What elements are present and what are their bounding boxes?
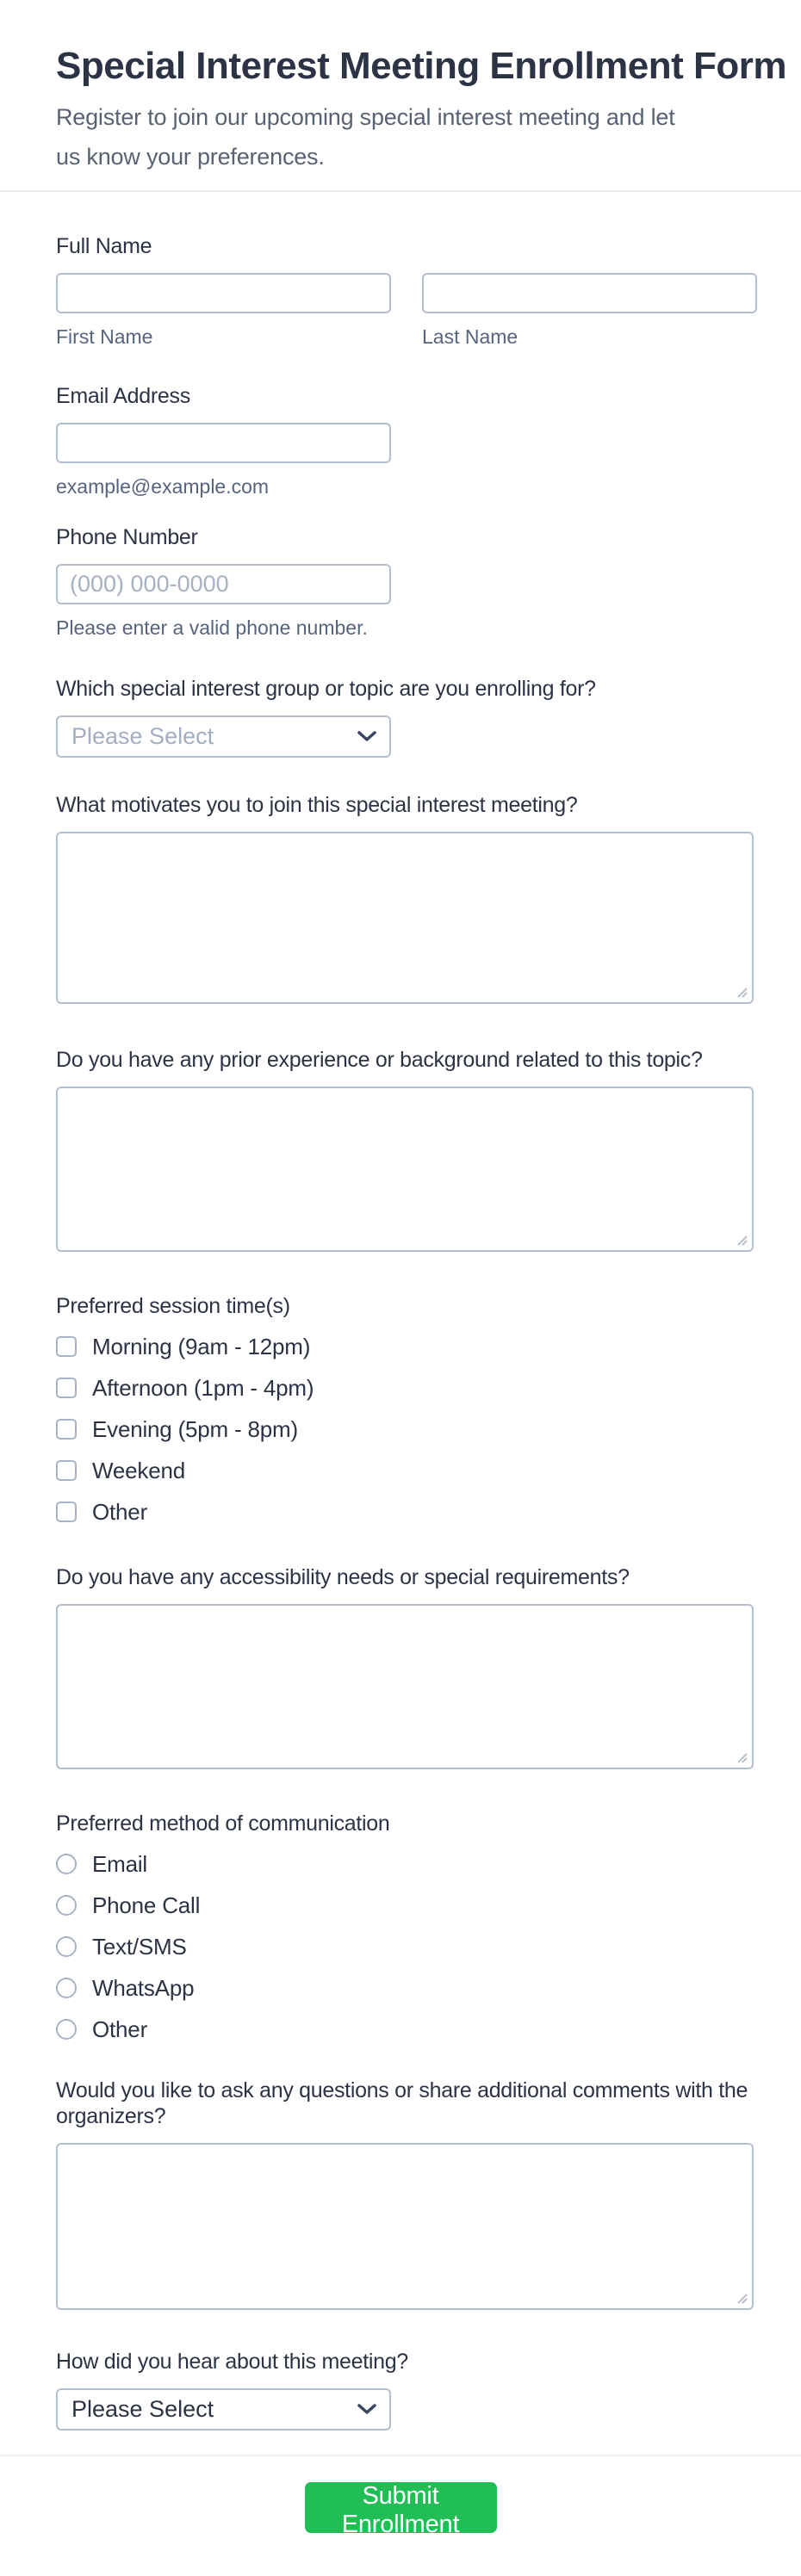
- accessibility-label: Do you have any accessibility needs or special requirements?: [56, 1564, 630, 1589]
- radio-row-text-sms[interactable]: [56, 1933, 754, 1960]
- field-communication: [56, 1811, 754, 2043]
- checkbox-row-afternoon[interactable]: [56, 1374, 754, 1402]
- field-questions: [56, 2078, 754, 2310]
- checkbox-row-morning[interactable]: [56, 1333, 754, 1360]
- evening-checkbox[interactable]: [56, 1419, 77, 1440]
- email-label: Email Address: [56, 383, 190, 408]
- full-name-label: Full Name: [56, 233, 152, 258]
- phone-helper: Please enter a valid phone number.: [56, 616, 368, 639]
- phone-call-radio[interactable]: [56, 1895, 77, 1916]
- field-full-name: [56, 233, 754, 349]
- experience-textarea[interactable]: [56, 1087, 754, 1252]
- form-header: [0, 0, 801, 190]
- checkbox-label: Weekend: [92, 1457, 185, 1483]
- last-name-sublabel: Last Name: [422, 325, 518, 348]
- other-session-checkbox[interactable]: [56, 1502, 77, 1522]
- session-times-label: Preferred session time(s): [56, 1293, 290, 1318]
- checkbox-label: Evening (5pm - 8pm): [92, 1415, 298, 1442]
- afternoon-checkbox[interactable]: [56, 1378, 77, 1398]
- first-name-sublabel: First Name: [56, 325, 153, 348]
- phone-input[interactable]: [56, 564, 391, 604]
- referral-label: How did you hear about this meeting?: [56, 2349, 408, 2374]
- motivation-label: What motivates you to join this special interest meeting?: [56, 792, 578, 817]
- form-title: Special Interest Meeting Enrollment Form: [56, 45, 786, 87]
- group-select[interactable]: [56, 715, 391, 758]
- communication-label: Preferred method of communication: [56, 1811, 390, 1836]
- checkbox-label: Other: [92, 1498, 148, 1525]
- radio-row-other[interactable]: [56, 2016, 754, 2043]
- field-accessibility: [56, 1564, 754, 1769]
- checkbox-row-evening[interactable]: [56, 1415, 754, 1443]
- field-phone: [56, 524, 754, 640]
- radio-row-phone-call[interactable]: [56, 1892, 754, 1919]
- field-email: [56, 383, 754, 498]
- checkbox-row-other[interactable]: [56, 1498, 754, 1526]
- submit-button[interactable]: Submit Enrollment: [305, 2482, 497, 2533]
- questions-textarea[interactable]: [56, 2143, 754, 2310]
- form-subtitle: Register to join our upcoming special interest meeting and let us know your preferences.: [56, 103, 675, 170]
- first-name-input[interactable]: [56, 273, 391, 313]
- field-session-times: [56, 1293, 754, 1526]
- radio-label: WhatsApp: [92, 1974, 195, 2001]
- field-group: [56, 676, 754, 758]
- referral-select-value: Please Select: [71, 2395, 214, 2422]
- radio-label: Other: [92, 2016, 148, 2042]
- weekend-checkbox[interactable]: [56, 1460, 77, 1481]
- field-motivation: [56, 792, 754, 1004]
- morning-checkbox[interactable]: [56, 1336, 77, 1357]
- radio-label: Email: [92, 1850, 148, 1877]
- radio-row-whatsapp[interactable]: [56, 1974, 754, 2002]
- first-name-column: [56, 273, 391, 349]
- other-comm-radio[interactable]: [56, 2019, 77, 2040]
- whatsapp-radio[interactable]: [56, 1978, 77, 1998]
- phone-label: Phone Number: [56, 524, 198, 549]
- email-helper: example@example.com: [56, 474, 270, 498]
- checkbox-label: Morning (9am - 12pm): [92, 1333, 311, 1359]
- accessibility-textarea[interactable]: [56, 1604, 754, 1769]
- checkbox-row-weekend[interactable]: [56, 1457, 754, 1484]
- radio-label: Phone Call: [92, 1892, 201, 1918]
- last-name-column: [422, 273, 757, 349]
- field-referral: [56, 2349, 754, 2430]
- field-experience: [56, 1047, 754, 1252]
- group-label: Which special interest group or topic are you enrolling for?: [56, 676, 596, 701]
- email-radio[interactable]: [56, 1854, 77, 1874]
- questions-label: Would you like to ask any questions or share additional comments with the organizers?: [56, 2078, 748, 2128]
- group-select-value: Please Select: [71, 722, 214, 749]
- last-name-input[interactable]: [422, 273, 757, 313]
- motivation-textarea[interactable]: [56, 832, 754, 1004]
- referral-select[interactable]: [56, 2388, 391, 2430]
- checkbox-label: Afternoon (1pm - 4pm): [92, 1374, 314, 1401]
- session-times-options: [56, 1333, 754, 1526]
- radio-row-email[interactable]: [56, 1850, 754, 1878]
- form-body: [0, 192, 801, 2455]
- email-input[interactable]: [56, 423, 391, 463]
- experience-label: Do you have any prior experience or background related to this topic?: [56, 1047, 703, 1072]
- communication-options: [56, 1850, 754, 2043]
- submit-area: [0, 2456, 801, 2576]
- text-sms-radio[interactable]: [56, 1936, 77, 1957]
- radio-label: Text/SMS: [92, 1933, 187, 1960]
